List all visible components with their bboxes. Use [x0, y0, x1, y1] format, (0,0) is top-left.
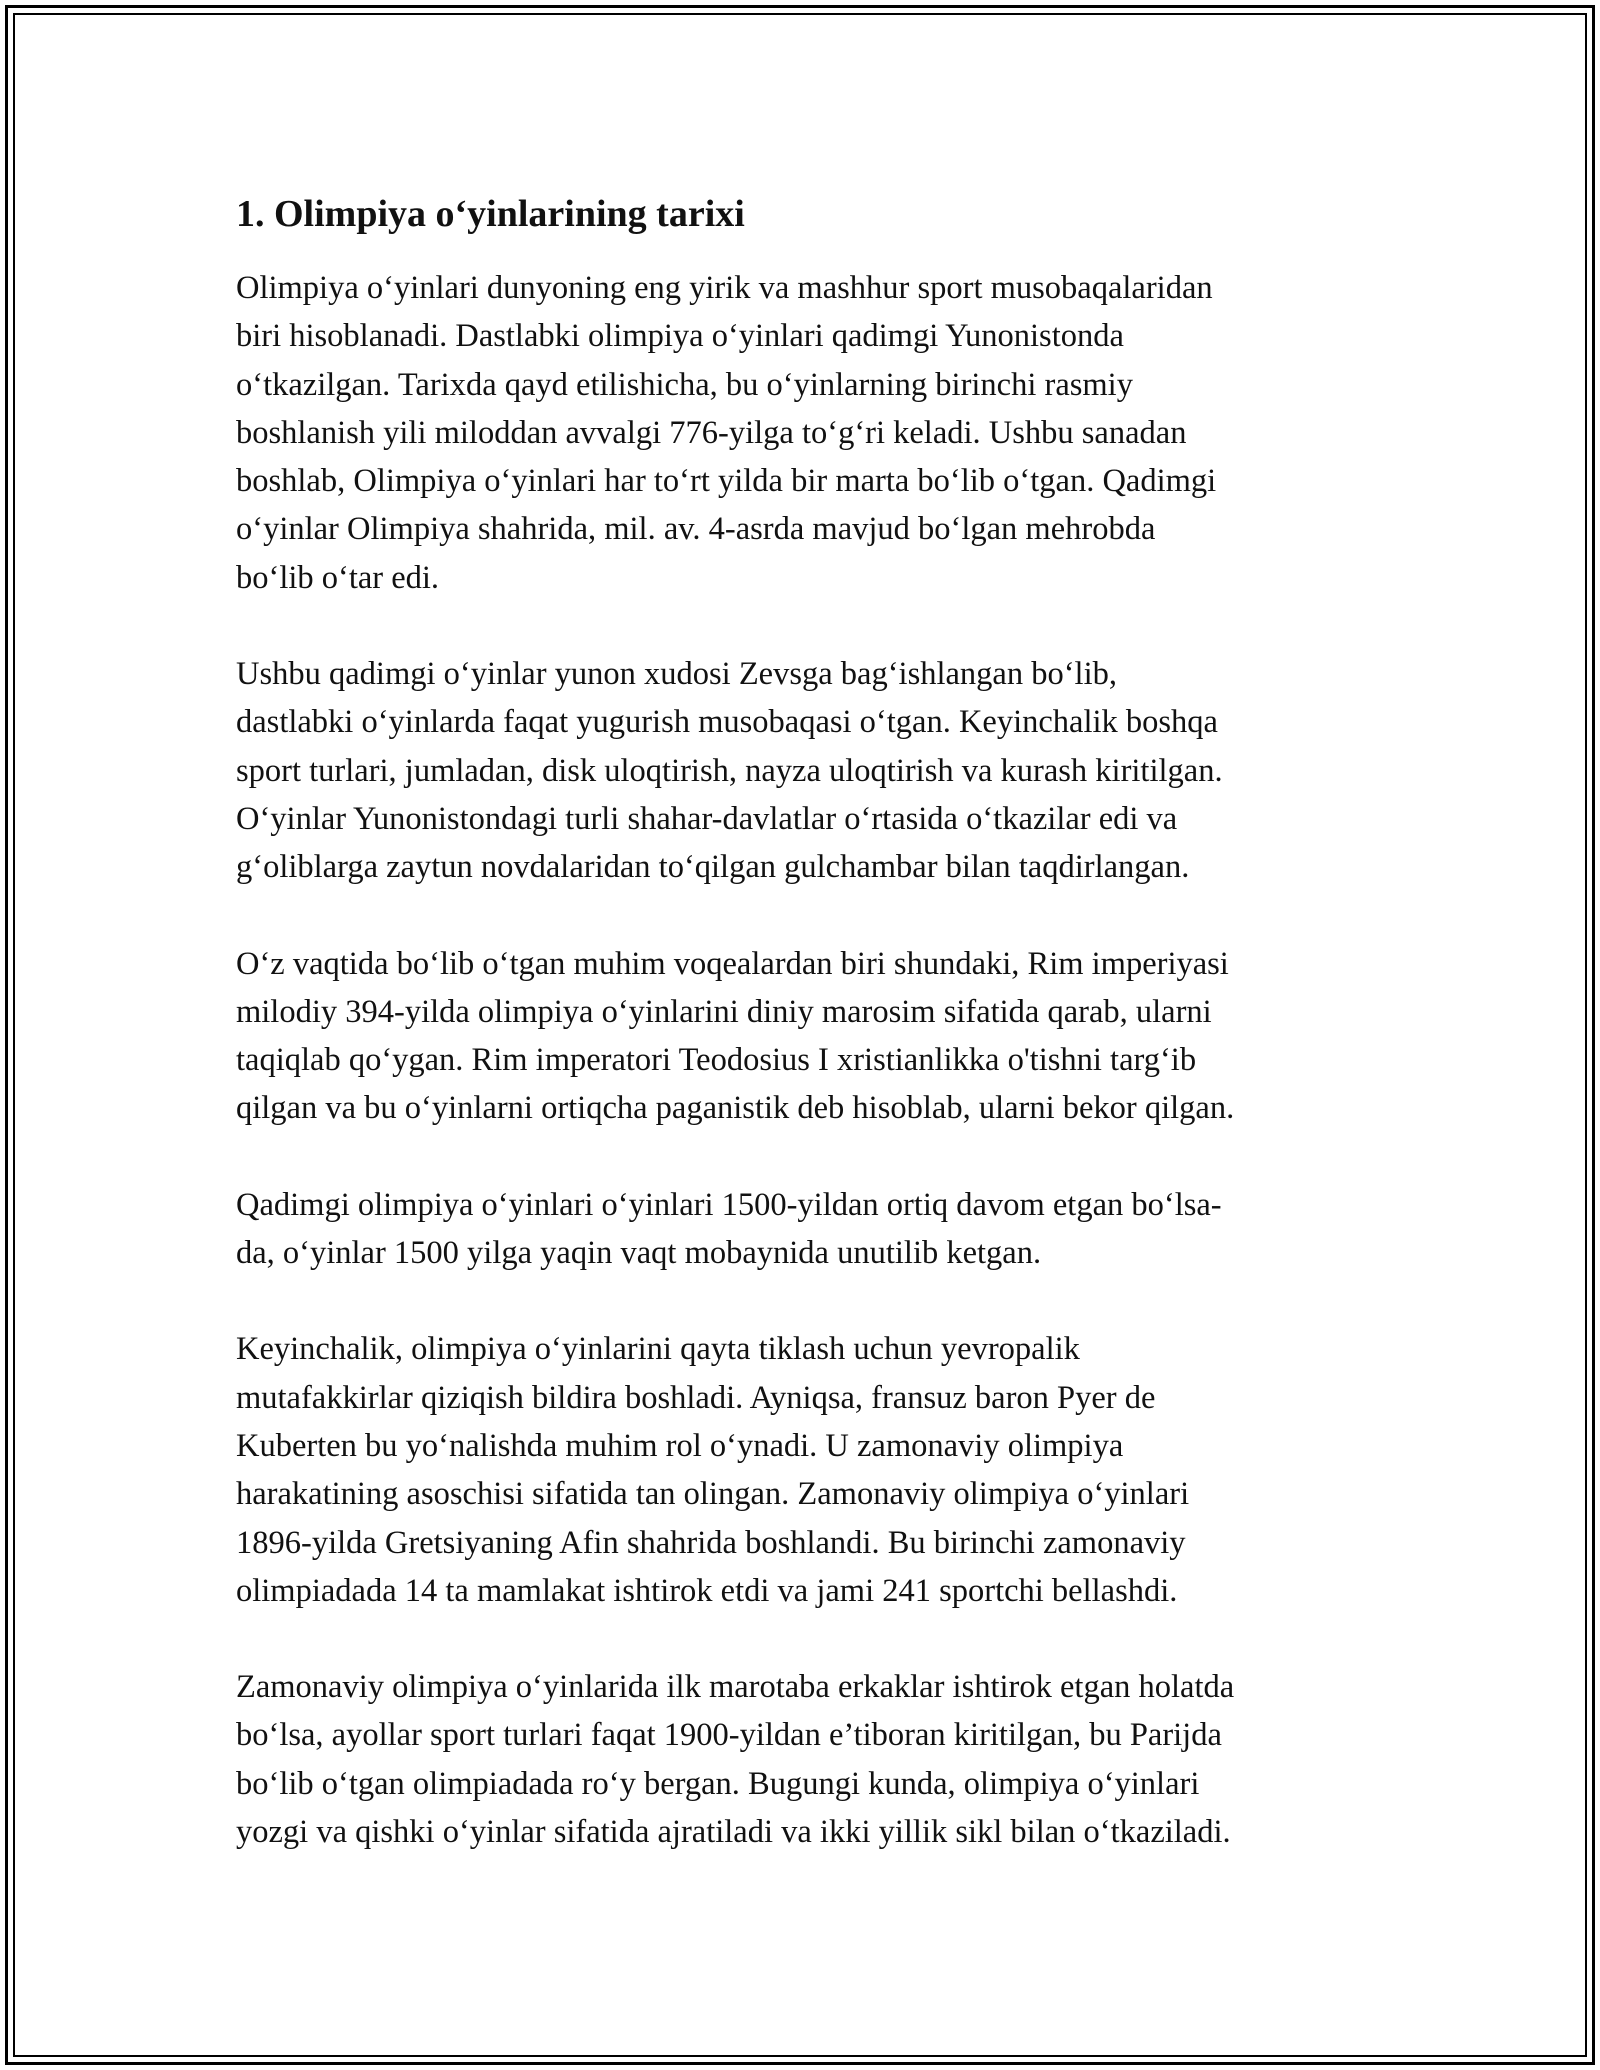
paragraph-list [236, 264, 1396, 1856]
text-line: boshlanish yili miloddan avvalgi 776-yilga to‘g‘ri keladi. Ushbu sanadan [236, 414, 1187, 451]
text-line: milodiy 394-yilda olimpiya o‘yinlarini diniy marosim sifatida qarab, ularni [236, 993, 1212, 1030]
text-line: bo‘lsa, ayollar sport turlari faqat 1900-yildan e’tiboran kiritilgan, bu Parijda [236, 1717, 1222, 1754]
text-line: biri hisoblanadi. Dastlabki olimpiya o‘yinlari qadimgi Yunonistonda [236, 318, 1124, 355]
text-line: olimpiadada 14 ta mamlakat ishtirok etdi va jami 241 sportchi bellashdi. [236, 1572, 1178, 1609]
text-line: O‘z vaqtida bo‘lib o‘tgan muhim voqealardan biri shundaki, Rim imperiyasi [236, 945, 1229, 982]
text-line: bo‘lib o‘tgan olimpiadada ro‘y bergan. Bugungi kunda, olimpiya o‘yinlari [236, 1765, 1200, 1802]
paragraph [236, 264, 1396, 602]
text-line: Ushbu qadimgi o‘yinlar yunon xudosi Zevsga bag‘ishlangan bo‘lib, [236, 656, 1117, 693]
paragraph [236, 1663, 1396, 1856]
text-line: harakatining asoschisi sifatida tan olingan. Zamonaviy olimpiya o‘yinlari [236, 1476, 1190, 1513]
text-line: bo‘lib o‘tar edi. [236, 559, 440, 596]
paragraph [236, 1325, 1396, 1615]
text-line: o‘tkazilgan. Tarixda qayd etilishicha, bu o‘yinlarning birinchi rasmiy [236, 366, 1133, 403]
text-line: O‘yinlar Yunonistondagi turli shahar-davlatlar o‘rtasida o‘tkazilar edi va [236, 800, 1178, 837]
paragraph [236, 1181, 1396, 1278]
text-line: 1896-yilda Gretsiyaning Afin shahrida boshlandi. Bu birinchi zamonaviy [236, 1524, 1186, 1561]
paragraph [236, 650, 1396, 891]
paragraph [236, 940, 1396, 1133]
text-line: Kuberten bu yo‘nalishda muhim rol o‘ynadi. U zamonaviy olimpiya [236, 1427, 1124, 1464]
text-line: boshlab, Olimpiya o‘yinlari har to‘rt yilda bir marta bo‘lib o‘tgan. Qadimgi [236, 463, 1217, 500]
text-line: yozgi va qishki o‘yinlar sifatida ajratiladi va ikki yillik sikl bilan o‘tkaziladi. [236, 1814, 1231, 1851]
text-line: taqiqlab qo‘ygan. Rim imperatori Teodosius I xristianlikka o'tishni targ‘ib [236, 1042, 1197, 1079]
text-line: qilgan va bu o‘yinlarni ortiqcha paganistik deb hisoblab, ularni bekor qilgan. [236, 1090, 1235, 1127]
text-line: sport turlari, jumladan, disk uloqtirish, nayza uloqtirish va kurash kiritilgan. [236, 752, 1223, 789]
text-line: da, o‘yinlar 1500 yilga yaqin vaqt mobaynida unutilib ketgan. [236, 1235, 1042, 1272]
text-line: g‘oliblarga zaytun novdalaridan to‘qilgan gulchambar bilan taqdirlangan. [236, 849, 1190, 886]
document-body [236, 186, 1396, 1856]
text-line: mutafakkirlar qiziqish bildira boshladi. Ayniqsa, fransuz baron Pyer de [236, 1379, 1156, 1416]
text-line: Keyinchalik, olimpiya o‘yinlarini qayta tiklash uchun yevropalik [236, 1331, 1080, 1368]
text-line: Olimpiya o‘yinlari dunyoning eng yirik va mashhur sport musobaqalaridan [236, 270, 1213, 306]
text-line: Qadimgi olimpiya o‘yinlari o‘yinlari 1500-yildan ortiq davom etgan bo‘lsa- [236, 1186, 1222, 1223]
section-heading: 1. Olimpiya o‘yinlarining tarixi [236, 193, 745, 235]
text-line: dastlabki o‘yinlarda faqat yugurish musobaqasi o‘tgan. Keyinchalik boshqa [236, 704, 1218, 741]
text-line: Zamonaviy olimpiya o‘yinlarida ilk marotaba erkaklar ishtirok etgan holatda [236, 1669, 1235, 1706]
text-line: o‘yinlar Olimpiya shahrida, mil. av. 4-asrda mavjud bo‘lgan mehrobda [236, 511, 1156, 548]
